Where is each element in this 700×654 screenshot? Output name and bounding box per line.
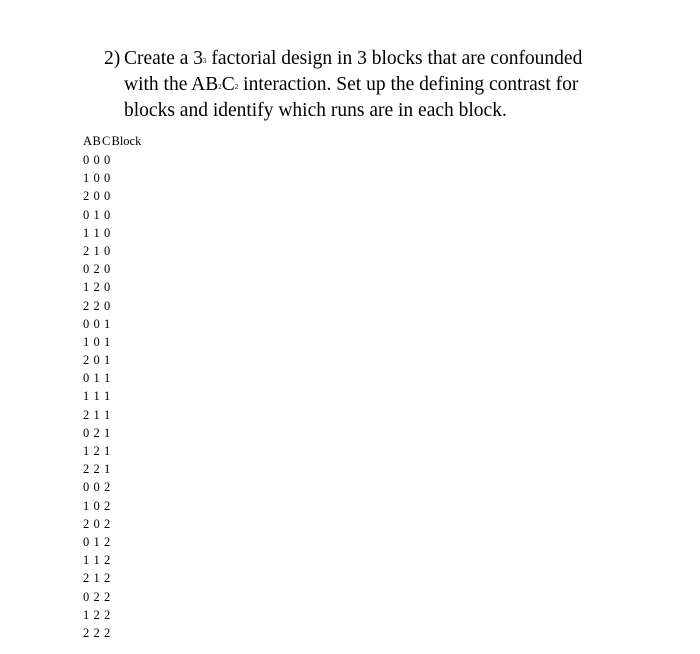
- table-cell: 2: [104, 625, 111, 640]
- header-b: B: [92, 134, 101, 148]
- table-row: [83, 551, 141, 569]
- table-cell: 0: [83, 534, 90, 549]
- exponent-b: 2: [218, 83, 222, 91]
- table-cell: 0: [104, 243, 111, 258]
- question-line-2-b: C: [221, 74, 235, 95]
- table-cell: 2: [93, 262, 100, 277]
- table-cell: 0: [83, 371, 90, 386]
- table-cell: 2: [104, 571, 111, 586]
- table-cell: 2: [93, 280, 100, 295]
- table-cell: 2: [83, 571, 90, 586]
- table-cell: 1: [104, 334, 111, 349]
- table-row: [83, 424, 141, 442]
- table-cell: 0: [93, 153, 100, 167]
- table-cell: 2: [93, 462, 100, 477]
- table-row: [83, 515, 141, 533]
- table-cell: 2: [83, 462, 90, 477]
- table-cell: 1: [104, 425, 111, 440]
- runs-table: [83, 131, 141, 642]
- table-cell: 2: [104, 498, 111, 513]
- table-row: [83, 624, 141, 642]
- table-cell: 0: [104, 262, 111, 277]
- table-cell: 1: [83, 607, 90, 622]
- question-line-2-a: with the AB: [124, 74, 219, 95]
- table-cell: 2: [93, 589, 100, 604]
- table-cell: 2: [93, 425, 100, 440]
- question-line-1: [124, 46, 582, 72]
- table-cell: 0: [83, 480, 90, 495]
- table-cell: 0: [104, 298, 111, 313]
- table-row: [83, 497, 141, 515]
- table-cell: 2: [83, 243, 90, 258]
- table-cell: 0: [83, 425, 90, 440]
- table-cell: 2: [93, 444, 100, 458]
- table-cell: 1: [93, 571, 100, 586]
- table-cell: 2: [83, 298, 90, 313]
- table-cell: 0: [83, 316, 90, 331]
- table-cell: 2: [83, 407, 90, 422]
- table-cell: 1: [104, 353, 111, 368]
- table-cell: 0: [104, 280, 111, 295]
- table-cell: 2: [104, 589, 111, 604]
- table-cell: 0: [93, 480, 100, 495]
- table-cell: 1: [83, 498, 90, 513]
- table-cell: 2: [83, 189, 90, 204]
- exponent-c: 2: [234, 83, 239, 91]
- question-line-1-a: Create a 3: [124, 48, 204, 69]
- table-row: [83, 387, 141, 405]
- table-cell: 2: [104, 534, 111, 549]
- table-cell: 0: [93, 353, 100, 368]
- table-row: [83, 260, 141, 278]
- table-cell: 1: [104, 371, 111, 386]
- table-row: [83, 369, 141, 387]
- header-c: C: [102, 134, 111, 148]
- table-cell: 1: [104, 389, 111, 404]
- table-cell: 1: [93, 207, 100, 222]
- header-block: Block: [111, 134, 142, 148]
- table-row: [83, 242, 141, 260]
- table-cell: 2: [83, 353, 90, 368]
- table-cell: 0: [93, 516, 100, 531]
- table-cell: 1: [93, 534, 100, 549]
- table-row: [83, 351, 141, 369]
- table-cell: 0: [104, 189, 111, 204]
- header-a: A: [83, 134, 93, 148]
- table-cell: 0: [83, 153, 90, 167]
- question-line-1-b: factorial design in 3 blocks that are confounded: [206, 48, 583, 69]
- table-row: [83, 187, 141, 205]
- table-body: [83, 151, 141, 642]
- table-cell: 0: [104, 171, 111, 186]
- table-cell: 1: [93, 225, 100, 240]
- table-cell: 0: [104, 225, 111, 240]
- table-cell: 2: [83, 516, 90, 531]
- table-row: [83, 169, 141, 187]
- table-cell: 2: [83, 625, 90, 640]
- table-row: [83, 151, 141, 169]
- table-cell: 0: [93, 334, 100, 349]
- table-cell: 1: [93, 407, 100, 422]
- table-cell: 1: [83, 389, 90, 404]
- table-cell: 2: [104, 607, 111, 622]
- table-row: [83, 588, 141, 606]
- table-cell: 1: [83, 171, 90, 186]
- question-line-3: blocks and identify which runs are in each block.: [124, 100, 507, 121]
- table-row: [83, 442, 141, 460]
- table-cell: 1: [104, 444, 111, 458]
- table-cell: 2: [93, 298, 100, 313]
- table-cell: 2: [104, 516, 111, 531]
- table-cell: 1: [93, 243, 100, 258]
- table-header: [83, 131, 141, 151]
- table-row: [83, 460, 141, 478]
- table-row: [83, 206, 141, 224]
- table-row: [83, 533, 141, 551]
- table-cell: 1: [83, 553, 90, 568]
- table-cell: 0: [93, 498, 100, 513]
- table-row: [83, 406, 141, 424]
- table-row: [83, 278, 141, 296]
- table-cell: 1: [83, 280, 90, 295]
- question-number: 2): [104, 48, 121, 69]
- table-row: [83, 315, 141, 333]
- exponent-3: 3: [203, 57, 207, 65]
- table-row: [83, 297, 141, 315]
- table-cell: 1: [104, 462, 111, 477]
- table-cell: 1: [93, 553, 100, 568]
- table-row: [83, 606, 141, 624]
- table-cell: 0: [83, 589, 90, 604]
- table-cell: 1: [83, 334, 90, 349]
- table-cell: 0: [83, 262, 90, 277]
- table-cell: 1: [93, 371, 100, 386]
- table-cell: 0: [93, 171, 100, 186]
- table-cell: 1: [93, 389, 100, 404]
- table-cell: 2: [104, 480, 111, 495]
- table-row: [83, 478, 141, 496]
- table-cell: 1: [83, 225, 90, 240]
- table-cell: 0: [93, 316, 100, 331]
- question-line-2: [124, 72, 578, 98]
- table-cell: 0: [93, 189, 100, 204]
- table-cell: 2: [104, 553, 111, 568]
- table-cell: 1: [104, 316, 111, 331]
- table-row: [83, 569, 141, 587]
- table-cell: 0: [83, 207, 90, 222]
- question-line-2-c: interaction. Set up the defining contrast for: [238, 74, 579, 95]
- table-cell: 2: [93, 625, 100, 640]
- table-cell: 1: [83, 444, 90, 458]
- table-cell: 0: [104, 207, 111, 222]
- table-cell: 0: [104, 153, 111, 167]
- table-cell: 2: [93, 607, 100, 622]
- table-row: [83, 333, 141, 351]
- table-cell: 1: [104, 407, 111, 422]
- table-row: [83, 224, 141, 242]
